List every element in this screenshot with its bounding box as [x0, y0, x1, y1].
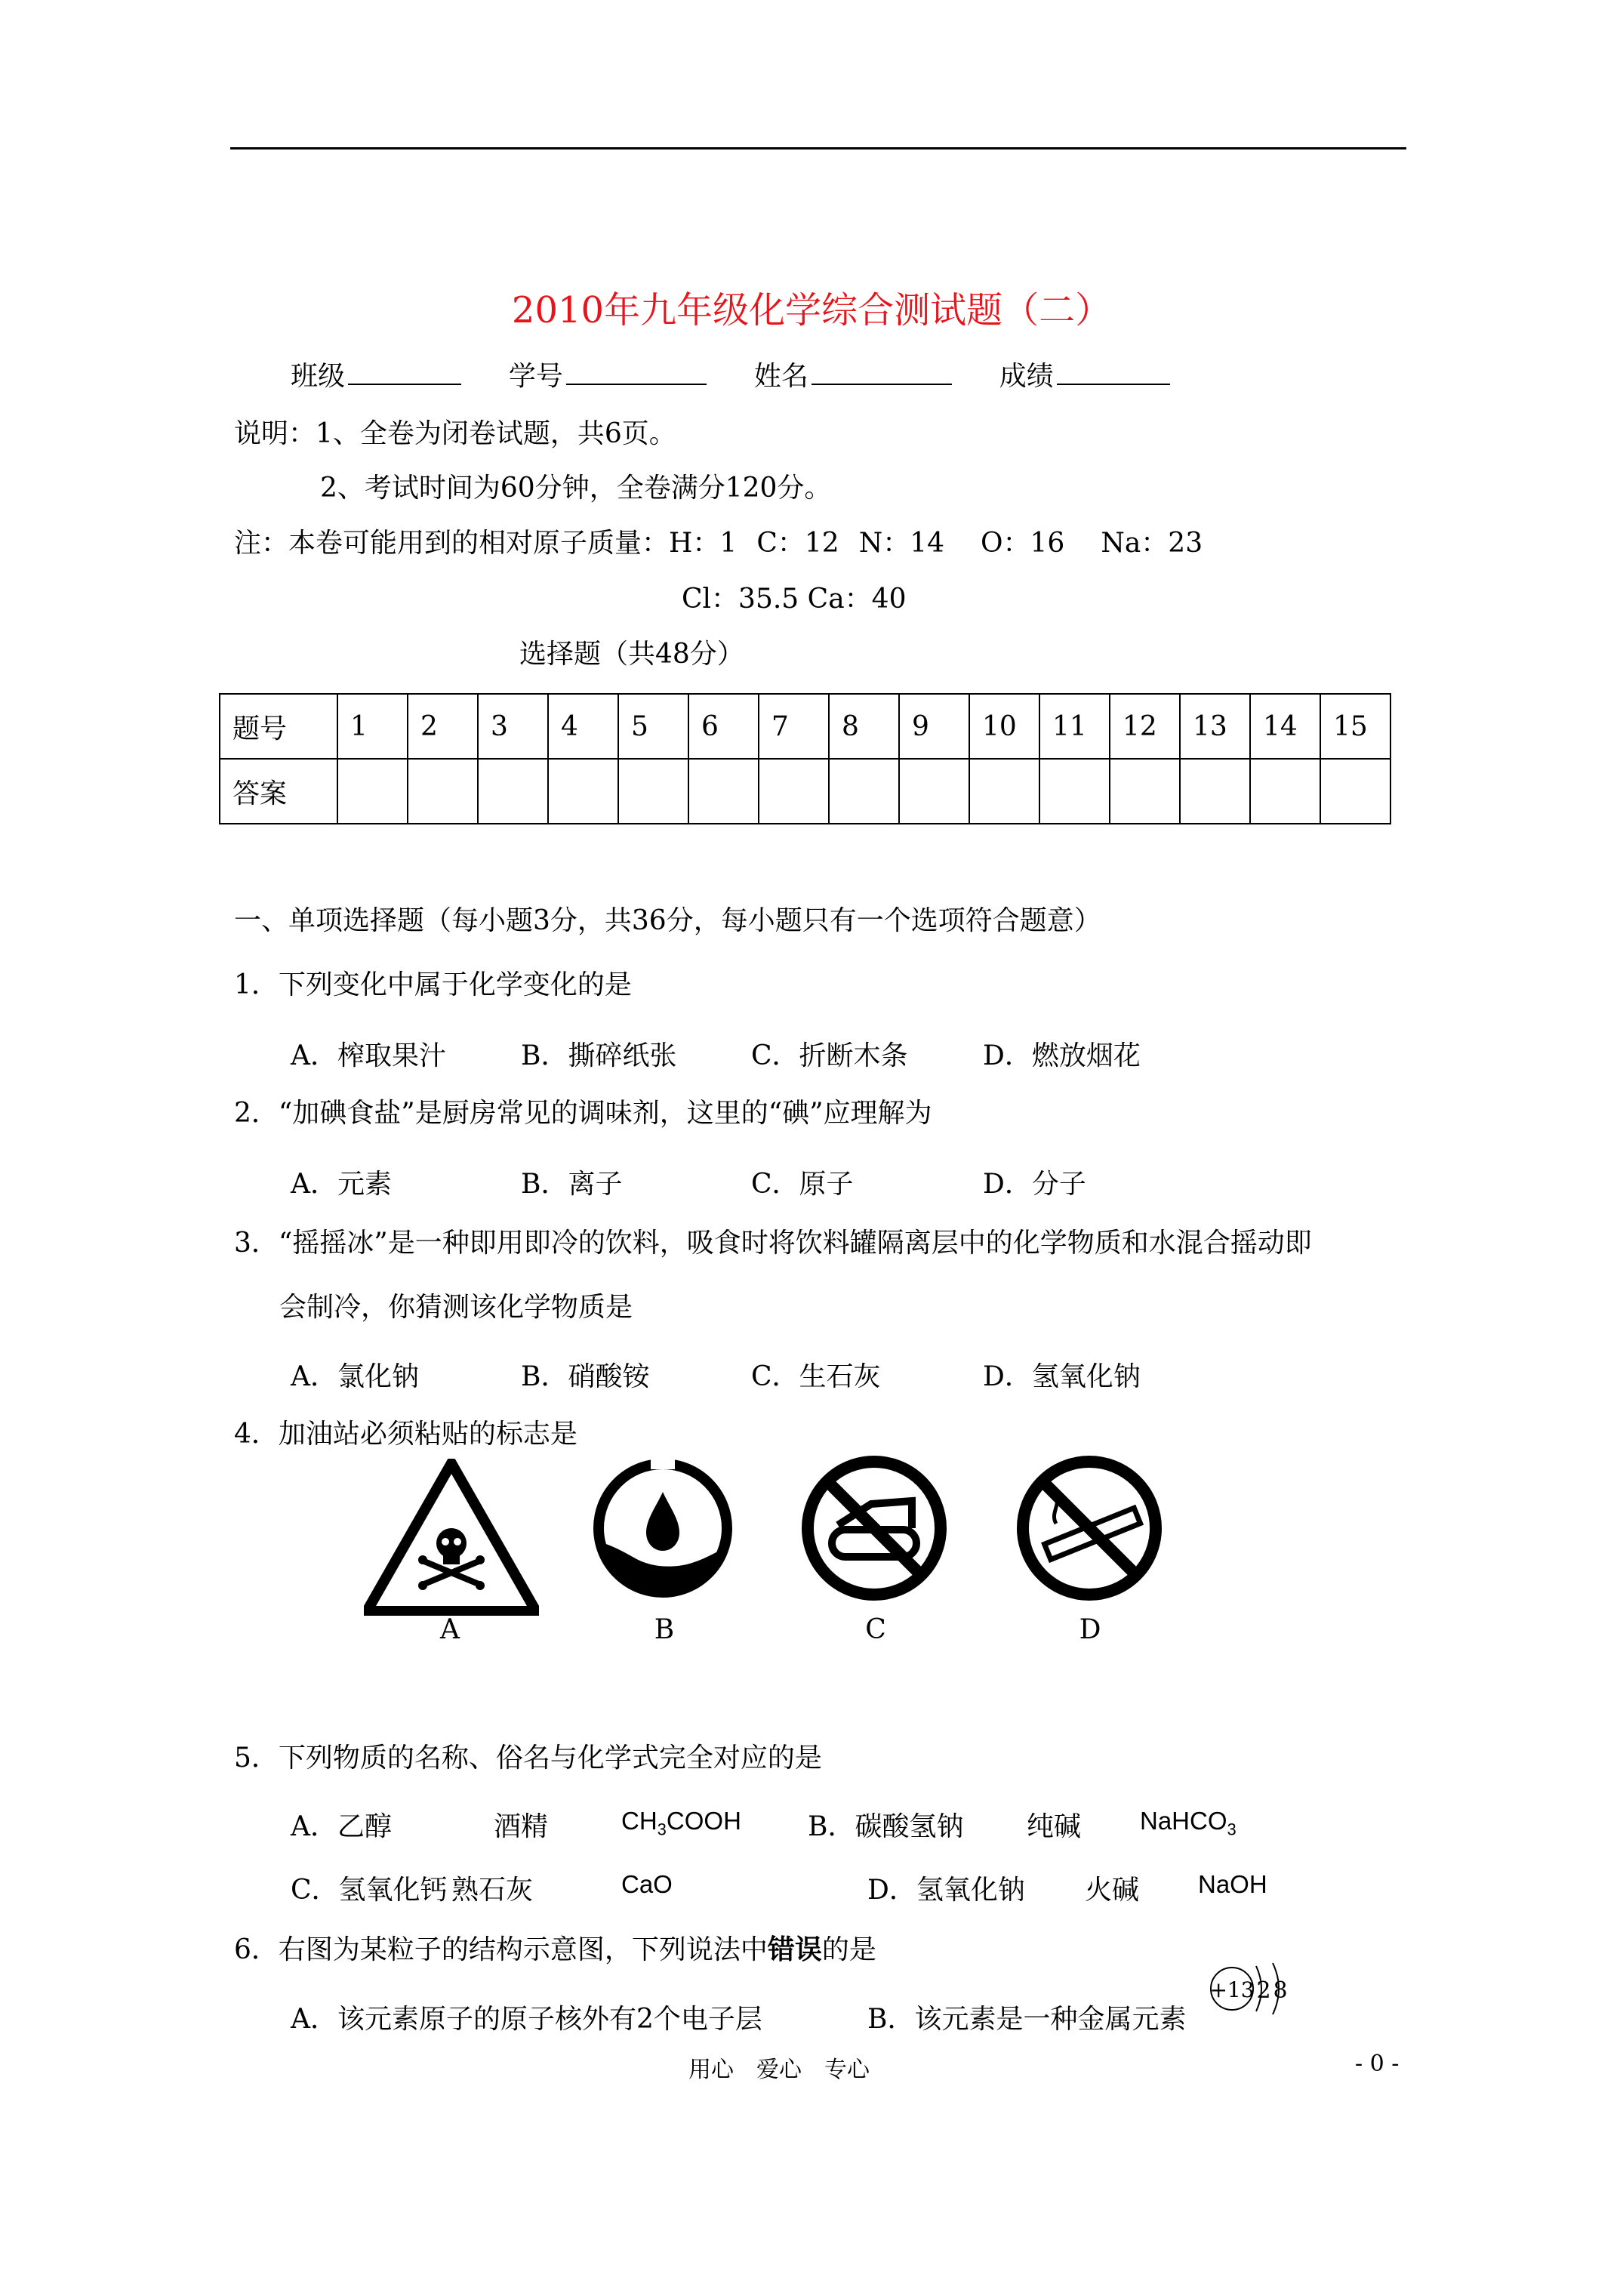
- question-3-stem-cont: 会制冷，你猜测该化学物质是: [279, 1292, 633, 1323]
- question-5-d-formula: NaOH: [1198, 1870, 1267, 1898]
- question-1-option-b[interactable]: B．撕碎纸张: [521, 1040, 677, 1071]
- question-5-stem: 5．下列物质的名称、俗名与化学式完全对应的是: [234, 1743, 822, 1774]
- question-5-d-common: 火碱: [1085, 1875, 1140, 1906]
- question-5-option-c[interactable]: C．氢氧化钙: [291, 1875, 448, 1906]
- sign-label-a: A: [440, 1614, 460, 1645]
- question-number-cell: 3: [478, 694, 548, 759]
- answer-cell[interactable]: [759, 759, 829, 824]
- sign-label-b: B: [654, 1614, 675, 1645]
- atomic-mass-line-2: Cl：35.5 Ca：40: [682, 584, 907, 615]
- answer-cell[interactable]: [1110, 759, 1180, 824]
- sign-label-c: C: [865, 1614, 886, 1645]
- question-1-option-a[interactable]: A．榨取果汁: [291, 1040, 446, 1071]
- question-5-option-d[interactable]: D．氢氧化钠: [867, 1875, 1025, 1906]
- answer-cell[interactable]: [1180, 759, 1250, 824]
- question-number-cell: 7: [759, 694, 829, 759]
- poison-warning-icon[interactable]: [364, 1459, 539, 1616]
- question-6-option-a[interactable]: A．该元素原子的原子核外有2个电子层: [291, 2004, 762, 2035]
- water-drop-hand-icon[interactable]: [587, 1453, 738, 1604]
- answer-cell[interactable]: [688, 759, 759, 824]
- class-field[interactable]: [348, 356, 461, 385]
- table-header-cell: 答案: [220, 759, 337, 824]
- question-1-option-c[interactable]: C．折断木条: [751, 1040, 908, 1071]
- question-5-a-common: 酒精: [494, 1811, 549, 1842]
- question-4-stem: 4．加油站必须粘贴的标志是: [234, 1419, 577, 1450]
- question-number-cell: 9: [899, 694, 969, 759]
- table-row: [220, 759, 1390, 824]
- atomic-mass-line: 注：本卷可能用到的相对原子质量：H：1 C：12 N：14 O：16 Na：23: [234, 528, 1203, 559]
- question-number-cell: 13: [1180, 694, 1250, 759]
- answer-cell[interactable]: [1320, 759, 1390, 824]
- question-2-option-d[interactable]: D．分子: [983, 1169, 1086, 1200]
- choice-header: 选择题（共48分）: [519, 639, 744, 670]
- nucleus-charge: +13: [1209, 1977, 1255, 2002]
- question-5-b-common: 纯碱: [1027, 1811, 1082, 1842]
- answer-cell[interactable]: [478, 759, 548, 824]
- question-5-a-formula: $CH_3COOH$: [621, 1807, 741, 1839]
- answer-cell[interactable]: [618, 759, 688, 824]
- question-3-option-d[interactable]: D．氢氧化钠: [983, 1361, 1141, 1392]
- answer-cell[interactable]: [337, 759, 408, 824]
- question-number-cell: 6: [688, 694, 759, 759]
- atom-structure-diagram: [1208, 1955, 1298, 2016]
- page-title: 2010年九年级化学综合测试题（二）: [511, 289, 1112, 331]
- info-fields: [291, 356, 1170, 393]
- note-line-2: 2、考试时间为60分钟，全卷满分120分。: [320, 473, 832, 504]
- table-header-cell: 题号: [220, 694, 337, 759]
- question-number-cell: 11: [1039, 694, 1110, 759]
- header-rule: [230, 147, 1406, 149]
- footer-center: 用心 爱心 专心: [688, 2057, 870, 2083]
- answer-cell[interactable]: [899, 759, 969, 824]
- question-1-option-d[interactable]: D．燃放烟花: [983, 1040, 1141, 1071]
- question-3-stem: 3．“摇摇冰”是一种即用即冷的饮料，吸食时将饮料罐隔离层中的化学物质和水混合摇动即: [234, 1228, 1312, 1259]
- answer-cell[interactable]: [829, 759, 899, 824]
- question-2-stem: 2．“加碘食盐”是厨房常见的调味剂，这里的“碘”应理解为: [234, 1098, 932, 1129]
- answer-cell[interactable]: [969, 759, 1039, 824]
- question-3-option-b[interactable]: B．硝酸铵: [521, 1361, 650, 1392]
- question-3-option-a[interactable]: A．氯化钠: [291, 1361, 419, 1392]
- no-horn-icon[interactable]: [799, 1453, 950, 1604]
- question-number-cell: 8: [829, 694, 899, 759]
- question-5-b-formula: NaHCO$_3$: [1140, 1807, 1236, 1839]
- answer-cell[interactable]: [1250, 759, 1320, 824]
- answer-cell[interactable]: [1039, 759, 1110, 824]
- question-number-cell: 4: [548, 694, 618, 759]
- question-6-option-b[interactable]: B．该元素是一种金属元素: [867, 2004, 1187, 2035]
- number-field[interactable]: [566, 356, 707, 385]
- score-label: 成绩: [999, 361, 1054, 392]
- question-number-cell: 12: [1110, 694, 1180, 759]
- question-number-cell: 1: [337, 694, 408, 759]
- no-smoking-icon[interactable]: [1014, 1453, 1165, 1604]
- class-label: 班级: [291, 361, 346, 392]
- name-field[interactable]: [812, 356, 952, 385]
- sign-label-d: D: [1079, 1614, 1101, 1645]
- question-2-option-c[interactable]: C．原子: [751, 1169, 854, 1200]
- score-field[interactable]: [1057, 356, 1170, 385]
- question-2-option-b[interactable]: B．离子: [521, 1169, 623, 1200]
- section-heading: 一、单项选择题（每小题3分，共36分，每小题只有一个选项符合题意）: [234, 905, 1101, 936]
- question-3-option-c[interactable]: C．生石灰: [751, 1361, 881, 1392]
- question-number-cell: 2: [408, 694, 478, 759]
- table-row: [220, 694, 1390, 759]
- number-label: 学号: [508, 361, 563, 392]
- question-number-cell: 15: [1320, 694, 1390, 759]
- question-5-c-formula: CaO: [621, 1870, 673, 1898]
- question-5-option-a[interactable]: A．乙醇: [291, 1811, 392, 1842]
- question-2-option-a[interactable]: A．元素: [291, 1169, 392, 1200]
- answer-table: [219, 693, 1391, 824]
- question-number-cell: 10: [969, 694, 1039, 759]
- question-5-c-common: 熟石灰: [451, 1875, 534, 1906]
- question-number-cell: 14: [1250, 694, 1320, 759]
- note-line-1: 说明：1、全卷为闭卷试题，共6页。: [234, 418, 676, 449]
- answer-cell[interactable]: [548, 759, 618, 824]
- question-5-option-b[interactable]: B．碳酸氢钠: [808, 1811, 964, 1842]
- answer-cell[interactable]: [408, 759, 478, 824]
- question-number-cell: 5: [618, 694, 688, 759]
- shell-2-electrons: 8: [1273, 1977, 1288, 2004]
- page-number: - 0 -: [1355, 2051, 1400, 2077]
- question-6-stem: 6．右图为某粒子的结构示意图，下列说法中错误的是: [234, 1934, 876, 1965]
- shell-1-electrons: 2: [1256, 1977, 1271, 2004]
- question-1-stem: 1．下列变化中属于化学变化的是: [234, 969, 632, 1000]
- name-label: 姓名: [753, 361, 808, 392]
